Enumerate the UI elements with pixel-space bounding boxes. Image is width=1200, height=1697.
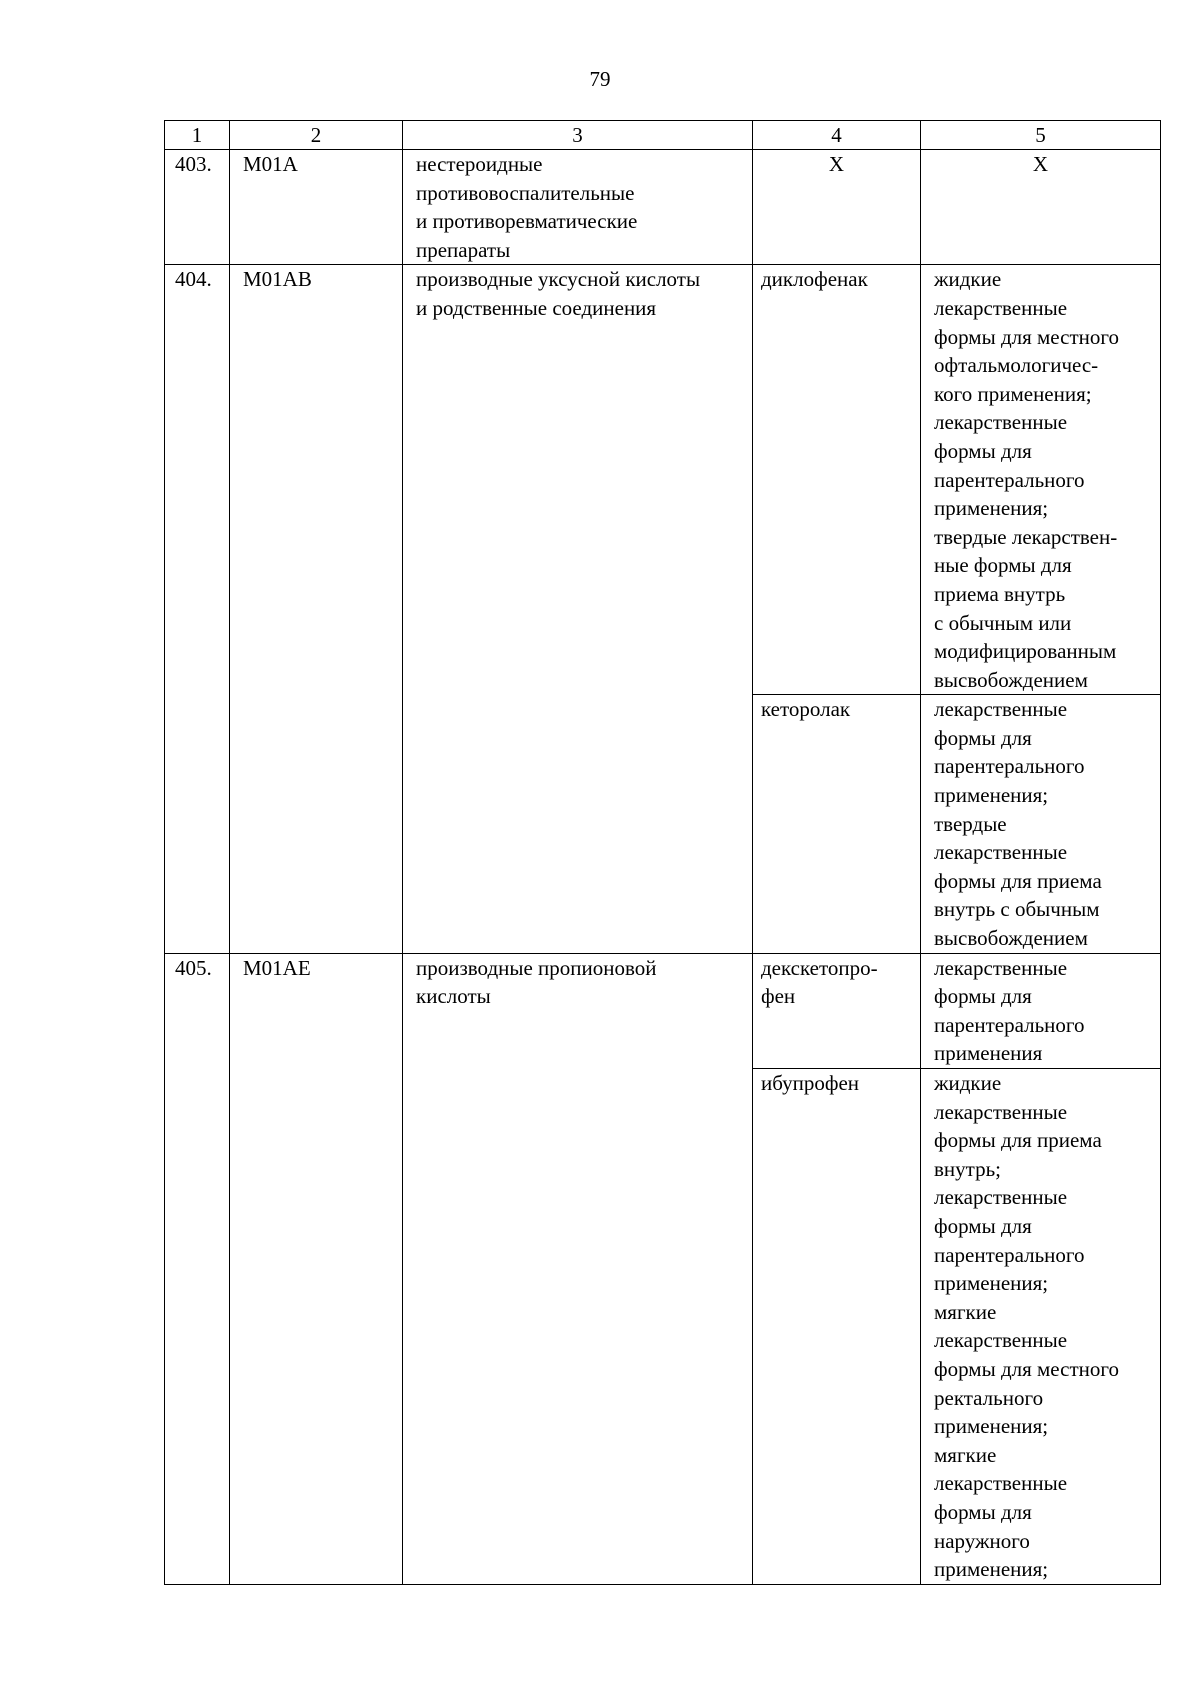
page-number: 79 xyxy=(589,67,611,91)
table-row xyxy=(165,265,1161,695)
group-name: производные пропионовой кислоты xyxy=(403,953,753,1584)
drug-list-table xyxy=(164,120,1161,1585)
atc-code: М01АВ xyxy=(230,265,403,953)
dosage-form: жидкие лекарственные формы для приема внутрь; лекарственные формы для парентерального применения; мягкие лекарственные формы для местного ректального применения; мягкие лекарственные формы для наружного применения; xyxy=(921,1069,1161,1585)
header-col-1: 1 xyxy=(165,121,230,150)
dosage-form: лекарственные формы для парентерального применения; твердые лекарственные формы для приема внутрь с обычным высвобождением xyxy=(921,695,1161,953)
row-number: 404. xyxy=(165,265,230,953)
drug-name: диклофенак xyxy=(753,265,921,695)
header-col-5: 5 xyxy=(921,121,1161,150)
header-col-2: 2 xyxy=(230,121,403,150)
row-number: 405. xyxy=(165,953,230,1584)
table-header-row xyxy=(165,121,1161,150)
dosage-form: Х xyxy=(921,150,1161,265)
dosage-form: жидкие лекарственные формы для местного офтальмологичес- кого применения; лекарственные формы для парентерального применения; твердые лекарствен- ные формы для приема внутрь с обычным или модифицированным высвобождением xyxy=(921,265,1161,695)
atc-code: М01А xyxy=(230,150,403,265)
header-col-4: 4 xyxy=(753,121,921,150)
drug-name: кеторолак xyxy=(753,695,921,953)
header-col-3: 3 xyxy=(403,121,753,150)
table-row xyxy=(165,953,1161,1068)
row-number: 403. xyxy=(165,150,230,265)
group-name: производные уксусной кислоты и родственные соединения xyxy=(403,265,753,953)
atc-code: М01АЕ xyxy=(230,953,403,1584)
dosage-form: лекарственные формы для парентерального применения xyxy=(921,953,1161,1068)
group-name: нестероидные противовоспалительные и противоревматические препараты xyxy=(403,150,753,265)
drug-name: ибупрофен xyxy=(753,1069,921,1585)
drug-name: декскетопро- фен xyxy=(753,953,921,1068)
drug-name: Х xyxy=(753,150,921,265)
table-row xyxy=(165,150,1161,265)
